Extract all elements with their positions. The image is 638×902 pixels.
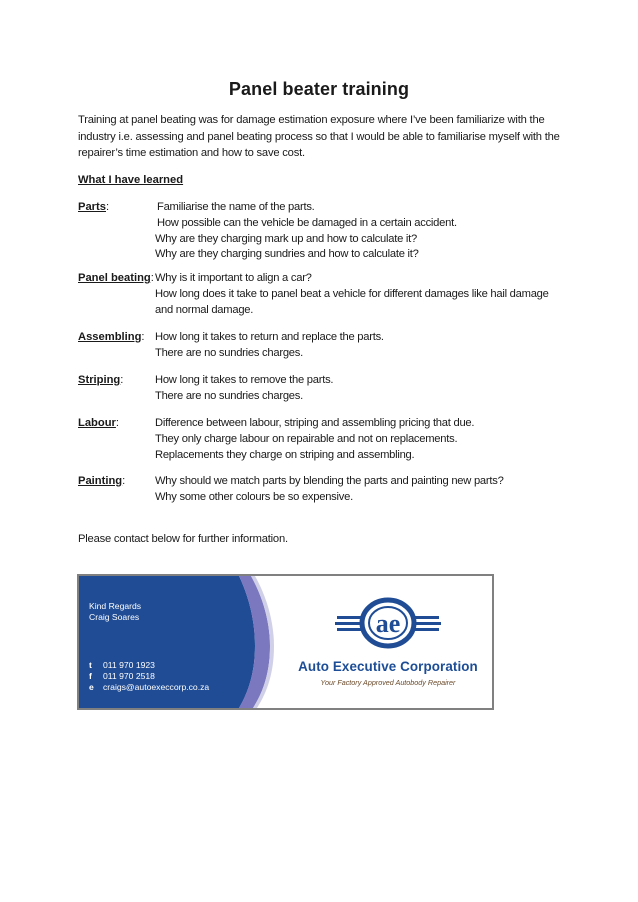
fax-key: f	[89, 671, 92, 681]
business-card	[77, 574, 494, 710]
section-line: Why are they charging mark up and how to calculate it?	[155, 232, 417, 245]
section-line: Familiarise the name of the parts.	[157, 201, 315, 213]
phone-key: t	[89, 660, 92, 670]
fax-number: 011 970 2518	[103, 671, 155, 681]
section-lines	[155, 416, 567, 463]
section-line: Why should we match parts by blending the parts and painting new parts?	[155, 475, 504, 487]
section-lines	[155, 474, 567, 506]
section-line: They only charge labour on repairable and not on replacements.	[155, 432, 458, 445]
company-name: Auto Executive Corporation	[298, 659, 478, 674]
section-lines	[155, 373, 567, 405]
section-line: Difference between labour, striping and assembling pricing that due.	[155, 417, 475, 429]
section-line: Replacements they charge on striping and assembling.	[155, 448, 415, 461]
section-line: How possible can the vehicle be damaged in a certain accident.	[157, 216, 457, 229]
card-signoff	[89, 601, 141, 623]
company-logo-block	[285, 596, 494, 696]
section-lines	[155, 330, 567, 362]
card-contact-details	[89, 660, 209, 693]
company-tagline: Your Factory Approved Autobody Repairer	[320, 678, 456, 687]
section-line: and normal damage.	[155, 303, 254, 316]
section-line: How long does it take to panel beat a vehicle for different damages like hail damage	[155, 287, 549, 300]
contact-note: Please contact below for further information.	[78, 533, 288, 545]
section-line: Why is it important to align a car?	[155, 272, 312, 284]
logo-letters: ae	[375, 609, 401, 638]
intro-paragraph: Training at panel beating was for damage estimation exposure where I’ve been familiarize with the industry i.e. assessing and panel beating process so that I would be able to familiarise myself with the repairer’s time estimation and how to save cost.	[78, 114, 560, 160]
section-line: How long it takes to return and replace the parts.	[155, 331, 384, 343]
section-line: How long it takes to remove the parts.	[155, 374, 334, 386]
email-key: e	[89, 682, 94, 692]
email-address: craigs@autoexeccorp.co.za	[103, 682, 210, 692]
company-logo	[285, 596, 491, 658]
section-label: Painting:	[78, 475, 126, 487]
page-title: Panel beater training	[228, 79, 410, 99]
section-lines	[155, 271, 567, 318]
section-line: Why are they charging sundries and how to calculate it?	[155, 248, 419, 261]
regards-text: Kind Regards	[89, 601, 142, 611]
section-line: There are no sundries charges.	[155, 389, 303, 402]
section-label: Labour:	[78, 417, 120, 429]
contact-name: Craig Soares	[89, 612, 140, 622]
section-label: Panel beating:	[78, 272, 154, 284]
section-label: Parts:	[78, 201, 110, 213]
section-line: Why some other colours be so expensive.	[155, 490, 353, 503]
section-lines	[155, 200, 567, 263]
phone-number: 011 970 1923	[103, 660, 155, 670]
section-label: Assembling:	[78, 331, 145, 343]
section-label: Striping:	[78, 374, 124, 386]
learned-heading: What I have learned	[78, 174, 184, 186]
section-line: There are no sundries charges.	[155, 346, 303, 359]
